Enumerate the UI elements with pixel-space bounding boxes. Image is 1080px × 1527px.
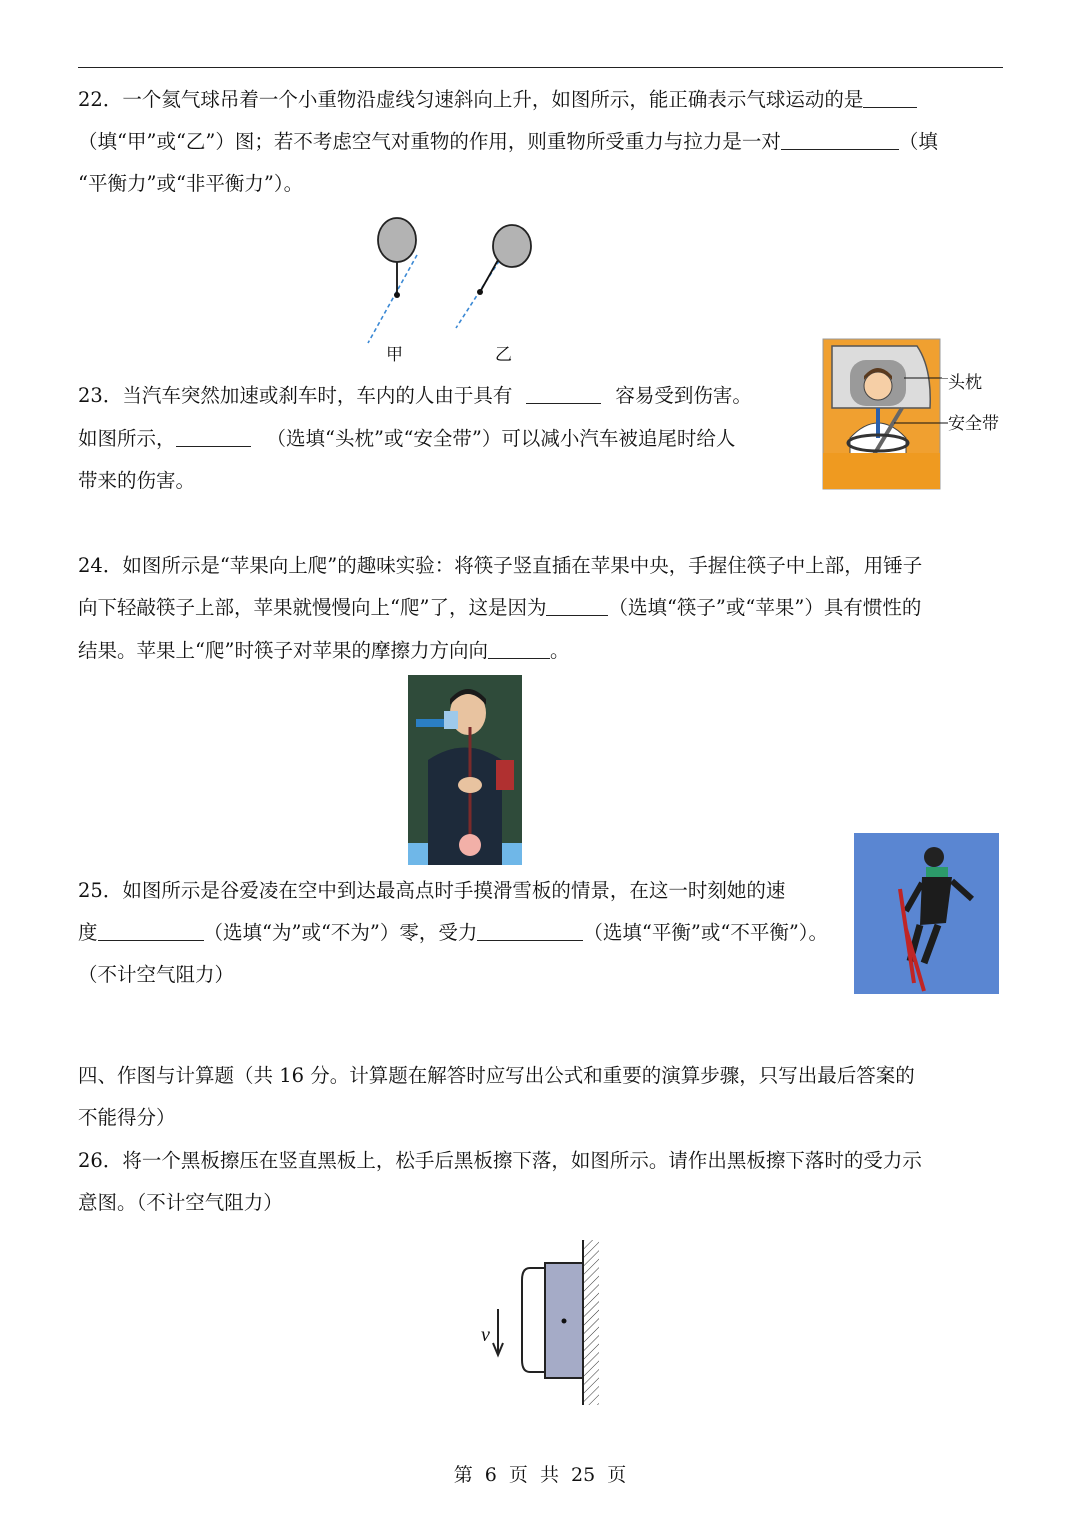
hand [458, 777, 482, 793]
q22-line-2 [78, 128, 938, 156]
q26-text: 意图。（不计空气阻力） [78, 1191, 283, 1214]
q25-text: 度 [78, 921, 98, 944]
q26-text: 26．将一个黑板擦压在竖直黑板上，松手后黑板擦下落，如图所示。请作出黑板擦下落时的受力示 [78, 1149, 922, 1172]
q25-answer-blank-2[interactable] [477, 920, 583, 941]
q24-answer-blank-1[interactable] [546, 595, 608, 616]
section4-heading: 四、作图与计算题（共 16 分。计算题在解答时应写出公式和重要的演算步骤，只写出最后答案的 [78, 1064, 915, 1087]
balloon-figure [360, 210, 560, 345]
label-seatbelt: 安全带 [948, 414, 999, 434]
section4-line-1 [78, 1062, 915, 1090]
sleeve-patch [496, 760, 514, 790]
q23-line-2 [78, 425, 735, 453]
q22-text: “平衡力”或“非平衡力”）。 [78, 172, 304, 195]
q25-text: （选填“为”或“不为”）零，受力 [203, 921, 478, 944]
skier-photo [854, 833, 999, 994]
wall-hatching [583, 1240, 599, 1405]
q23-text: （选填“头枕”或“安全带”）可以减小汽车被追尾时给人 [266, 427, 736, 450]
q24-line-1 [78, 552, 922, 580]
string-yi [480, 260, 498, 292]
q23-text: 带来的伤害。 [78, 469, 196, 492]
q24-text: 结果。苹果上“爬”时筷子对苹果的摩擦力方向向 [78, 639, 488, 662]
q25-text: 25．如图所示是谷爱凌在空中到达最高点时手摸滑雪板的情景，在这一时刻她的速 [78, 879, 786, 902]
skier-bib [926, 867, 948, 877]
q24-line-2 [78, 594, 921, 622]
weight-jia [394, 292, 400, 298]
q23-text: 容易受到伤害。 [615, 384, 752, 407]
figure-label-yi: 乙 [495, 345, 512, 365]
car-dashboard [823, 453, 940, 489]
apple [459, 834, 481, 856]
total-page-count: 25 [571, 1464, 596, 1486]
skier-helmet [924, 847, 944, 867]
q24-text: 。 [549, 639, 570, 662]
q26-line-1 [78, 1147, 922, 1175]
q22-answer-blank-1[interactable] [863, 87, 917, 108]
figure-label-jia: 甲 [386, 345, 403, 365]
q22-text: 22．一个氦气球吊着一个小重物沿虚线匀速斜向上升，如图所示，能正确表示气球运动的是 [78, 88, 864, 111]
q24-answer-blank-2[interactable] [488, 638, 550, 659]
q23-line-1 [78, 382, 752, 410]
q22-line-1 [78, 86, 917, 114]
q24-text: 24．如图所示是“苹果向上爬”的趣味实验：将筷子竖直插在苹果中央，手握住筷子中上部，用锤子 [78, 554, 923, 577]
balloon-jia [378, 218, 416, 262]
q23-line-3 [78, 467, 195, 495]
header-rule [78, 67, 1003, 68]
q23-answer-blank-1[interactable] [526, 383, 601, 404]
q22-answer-blank-2[interactable] [781, 129, 899, 150]
current-page-number: 6 [484, 1464, 497, 1486]
page-footer [0, 1460, 1080, 1487]
path-dashed-line-jia [368, 255, 417, 343]
q22-text: （填“甲”或“乙”）图；若不考虑空气对重物的作用，则重物所受重力与拉力是一对 [78, 130, 781, 153]
q23-answer-blank-2[interactable] [176, 426, 251, 447]
hammer-head [444, 711, 458, 729]
q25-line-3 [78, 961, 234, 989]
q24-line-3 [78, 637, 569, 665]
q25-text: （选填“平衡”或“不平衡”）。 [583, 921, 829, 944]
car-driver-figure [822, 338, 942, 490]
q25-text: （不计空气阻力） [78, 963, 235, 986]
label-headrest: 头枕 [948, 373, 982, 393]
q23-text: 23．当汽车突然加速或刹车时，车内的人由于具有 [78, 384, 513, 407]
footer-text: 共 [539, 1464, 559, 1486]
eraser-handle [522, 1268, 545, 1372]
q24-text: 向下轻敲筷子上部，苹果就慢慢向上“爬”了，这是因为 [78, 596, 547, 619]
driver-head [864, 372, 892, 400]
section4-line-2 [78, 1104, 176, 1132]
velocity-label: v [481, 1324, 490, 1346]
q23-text: 如图所示， [78, 427, 176, 450]
q26-line-2 [78, 1189, 283, 1217]
center-of-mass-dot [562, 1319, 567, 1324]
q22-text: （填 [898, 130, 938, 153]
eraser-wall-diagram [470, 1235, 610, 1410]
balloon-yi [493, 225, 531, 267]
q25-line-2 [78, 919, 828, 947]
q25-answer-blank-1[interactable] [98, 920, 204, 941]
q24-text: （选填“筷子”或“苹果”）具有惯性的 [608, 596, 922, 619]
footer-text: 第 [453, 1464, 473, 1486]
q22-line-3 [78, 170, 303, 198]
q25-line-1 [78, 877, 785, 905]
weight-yi [477, 289, 483, 295]
apple-experiment-photo [408, 675, 522, 865]
footer-text: 页 [607, 1464, 627, 1486]
section4-heading: 不能得分） [78, 1106, 176, 1129]
footer-text: 页 [508, 1464, 528, 1486]
